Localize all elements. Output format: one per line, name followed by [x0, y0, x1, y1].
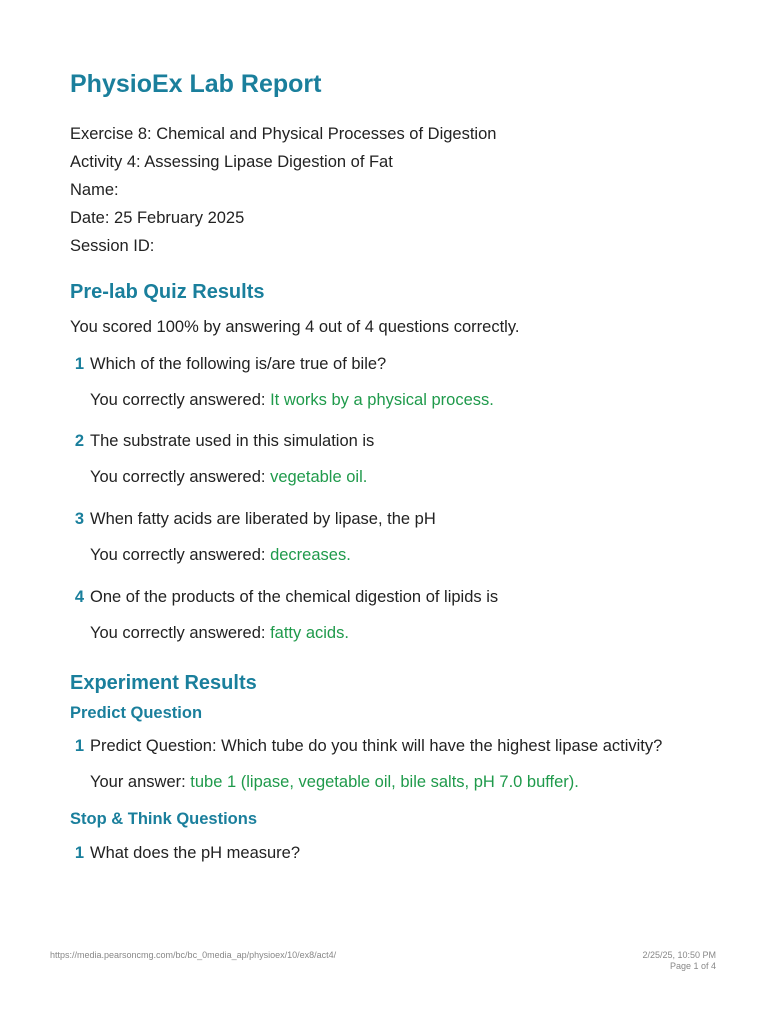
question-text: What does the pH measure? — [90, 844, 301, 862]
answer-value: It works by a physical process. — [270, 391, 494, 409]
answer-label: You correctly answered: — [90, 624, 266, 642]
name-line — [70, 181, 213, 200]
footer-info — [642, 950, 716, 972]
question-answer — [90, 546, 351, 565]
prelab-score: You scored 100% by answering 4 out of 4 questions correctly. — [70, 318, 520, 336]
answer-value: fatty acids. — [270, 624, 349, 642]
activity-line: Activity 4: Assessing Lipase Digestion of Fat — [70, 153, 393, 171]
footer-url: https://media.pearsoncmg.com/bc/bc_0media_ap/physioex/10/ex8/act4/ — [50, 950, 337, 960]
question-number: 2 — [74, 432, 84, 450]
prelab-heading: Pre-lab Quiz Results — [70, 281, 265, 303]
question-text: The substrate used in this simulation is — [90, 432, 375, 450]
exercise-line: Exercise 8: Chemical and Physical Processes of Digestion — [70, 125, 497, 143]
question-number: 3 — [74, 510, 84, 528]
footer-page-number: Page 1 of 4 — [669, 961, 716, 971]
session-redacted — [159, 246, 249, 248]
answer-value: decreases. — [270, 546, 351, 564]
question-text: One of the products of the chemical digestion of lipids is — [90, 588, 499, 606]
answer-value: vegetable oil. — [270, 468, 368, 486]
predict-heading: Predict Question — [70, 704, 203, 722]
answer-label: Your answer: — [90, 773, 186, 791]
name-label: Name: — [70, 181, 119, 199]
footer-timestamp: 2/25/25, 10:50 PM — [642, 950, 716, 960]
question-answer — [90, 773, 579, 792]
answer-label: You correctly answered: — [90, 391, 266, 409]
question-text: When fatty acids are liberated by lipase, the pH — [90, 510, 436, 528]
answer-label: You correctly answered: — [90, 468, 266, 486]
question-answer — [90, 391, 494, 410]
question-answer — [90, 468, 367, 487]
question-answer — [90, 624, 349, 643]
question-text: Predict Question: Which tube do you think will have the highest lipase activity? — [90, 737, 663, 755]
question-number: 1 — [74, 737, 84, 755]
question-number: 1 — [74, 355, 84, 373]
report-title: PhysioEx Lab Report — [70, 70, 322, 98]
question-number: 1 — [74, 844, 84, 862]
session-label: Session ID: — [70, 237, 155, 255]
experiment-heading: Experiment Results — [70, 672, 257, 694]
date-line: Date: 25 February 2025 — [70, 209, 245, 227]
question-number: 4 — [74, 588, 84, 606]
question-text: Which of the following is/are true of bile? — [90, 355, 387, 373]
answer-label: You correctly answered: — [90, 546, 266, 564]
session-line — [70, 237, 249, 256]
answer-value: tube 1 (lipase, vegetable oil, bile salts, pH 7.0 buffer). — [190, 773, 579, 791]
stop-think-heading: Stop & Think Questions — [70, 810, 258, 828]
name-redacted — [123, 190, 213, 192]
